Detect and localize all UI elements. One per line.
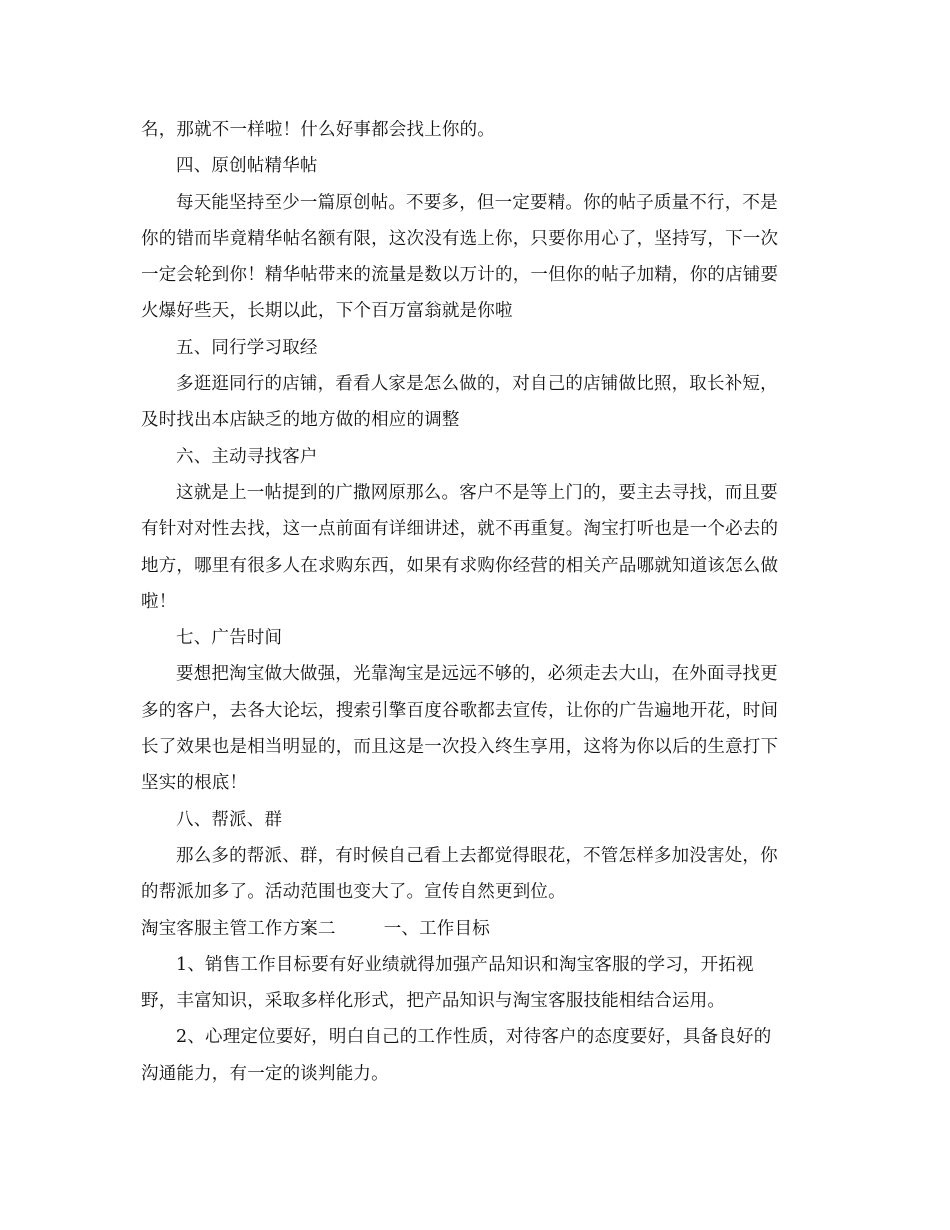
paragraph-line: 火爆好些天，长期以此，下个百万富翁就是你啦	[141, 301, 513, 322]
paragraph-line: 多的客户，去各大论坛，搜索引擎百度谷歌都去宣传，让你的广告遍地开花，时间	[141, 700, 779, 721]
paragraph-line: 及时找出本店缺乏的地方做的相应的调整	[141, 410, 460, 431]
paragraph-line: 这就是上一帖提到的广撒网原那么。客户不是等上门的，要主去寻找，而且要	[176, 482, 778, 503]
paragraph-line: 长了效果也是相当明显的，而且这是一次投入终生享用，这将为你以后的生意打下	[141, 737, 779, 758]
paragraph-line: 多逛逛同行的店铺，看看人家是怎么做的，对自己的店铺做比照，取长补短，	[176, 374, 778, 395]
section-heading-advertising: 七、广告时间	[176, 628, 283, 649]
paragraph-line: 要想把淘宝做大做强，光靠淘宝是远远不够的，必须走去大山，在外面寻找更	[176, 664, 778, 685]
plan-two-heading	[141, 911, 813, 947]
paragraph-line: 有针对对性去找，这一点前面有详细讲述，就不再重复。淘宝打听也是一个必去的	[141, 519, 779, 540]
work-goals-heading: 一、工作目标	[383, 918, 490, 939]
paragraph-line: 坚实的根底！	[141, 773, 248, 794]
paragraph-line: 地方，哪里有很多人在求购东西，如果有求购你经营的相关产品哪就知道该怎么做	[141, 555, 779, 576]
paragraph-line: 的帮派加多了。活动范围也变大了。宣传自然更到位。	[141, 882, 566, 903]
section-heading-groups: 八、帮派、群	[176, 809, 283, 830]
paragraph-line: 野，丰富知识，采取多样化形式，把产品知识与淘宝客服技能相结合运用。	[141, 991, 726, 1012]
paragraph-line: 每天能坚持至少一篇原创帖。不要多，但一定要精。你的帖子质量不行，不是	[176, 192, 778, 213]
paragraph-line: 你的错而毕竟精华帖名额有限，这次没有选上你，只要你用心了，坚持写，下一次	[141, 228, 779, 249]
paragraph-line: 一定会轮到你！精华帖带来的流量是数以万计的，一但你的帖子加精，你的店铺要	[141, 265, 779, 286]
section-heading-original-posts: 四、原创帖精华帖	[176, 156, 318, 177]
section-heading-find-customers: 六、主动寻找客户	[176, 446, 318, 467]
paragraph-line: 2、心理定位要好，明白自己的工作性质，对待客户的态度要好，具备良好的	[176, 1027, 772, 1048]
section-heading-peer-learning: 五、同行学习取经	[176, 337, 318, 358]
paragraph-line: 名，那就不一样啦！什么好事都会找上你的。	[141, 120, 495, 140]
plan-two-title: 淘宝客服主管工作方案二	[141, 918, 336, 939]
paragraph-line: 啦！	[141, 591, 177, 612]
paragraph-line: 1、销售工作目标要有好业绩就得加强产品知识和淘宝客服的学习，开拓视	[176, 954, 754, 975]
paragraph-line: 那么多的帮派、群，有时候自己看上去都觉得眼花，不管怎样多加没害处，你	[176, 845, 778, 866]
document-body	[141, 112, 813, 1092]
paragraph-line: 沟通能力，有一定的谈判能力。	[141, 1063, 389, 1084]
